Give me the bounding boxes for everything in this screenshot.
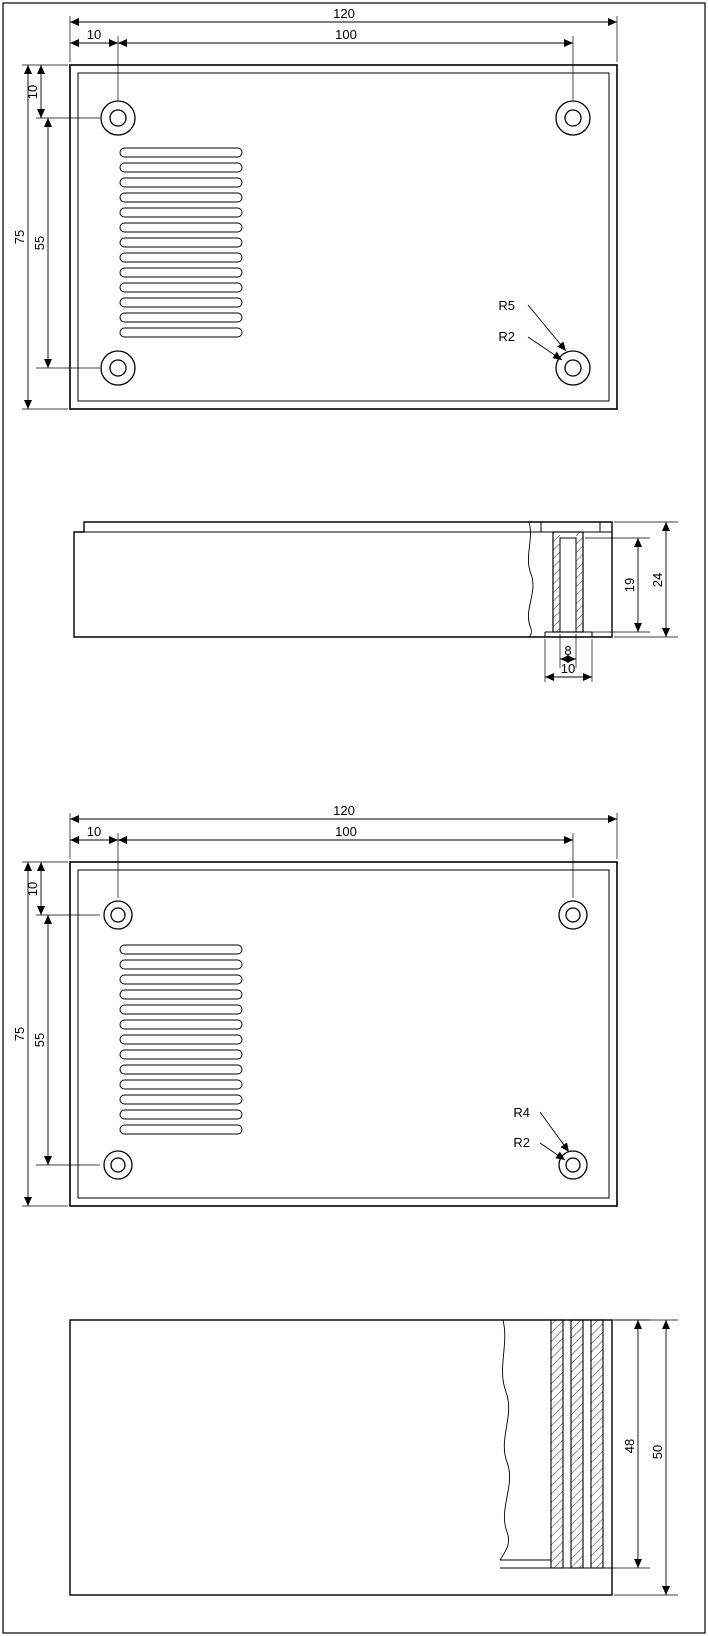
- dim-label-8: 8: [564, 643, 572, 658]
- vent-slot: [120, 238, 242, 247]
- wall-3: [591, 1320, 603, 1568]
- boss-pocket-inner: [560, 538, 576, 632]
- dim-label-10-top-lower: 10: [25, 881, 40, 897]
- radius-label-r4-lower: R4: [513, 1105, 530, 1120]
- vent-slot: [120, 313, 242, 322]
- boss-outer-br-lower: [559, 1151, 587, 1179]
- dim-label-100-upper: 100: [335, 27, 357, 42]
- dim-label-55-lower: 55: [32, 1032, 47, 1048]
- vent-slot: [120, 208, 242, 217]
- vent-slot: [120, 148, 242, 157]
- dim-label-10-left-lower: 10: [86, 824, 102, 839]
- dim-label-24: 24: [650, 572, 665, 588]
- vent-slot: [120, 253, 242, 262]
- dim-label-120-upper: 120: [333, 6, 355, 21]
- vent-slot: [120, 1080, 242, 1089]
- vent-slot: [120, 1035, 242, 1044]
- vent-slot: [120, 163, 242, 172]
- vent-slot: [120, 990, 242, 999]
- wall-1: [551, 1320, 563, 1568]
- section-body-outline: [74, 522, 612, 637]
- hole-bl-lower: [111, 1158, 125, 1172]
- dim-label-10-side: 10: [560, 661, 576, 676]
- break-line: [528, 522, 533, 637]
- hole-tl-lower: [111, 908, 125, 922]
- dim-label-50: 50: [650, 1444, 665, 1460]
- hole-tr-lower: [566, 908, 580, 922]
- dim-label-100-lower: 100: [335, 824, 357, 839]
- boss-outer-bl: [101, 351, 135, 385]
- boss-outer-bl-lower: [104, 1151, 132, 1179]
- hole-tr: [565, 110, 581, 126]
- vent-slot: [120, 1005, 242, 1014]
- dim-label-19: 19: [622, 577, 637, 593]
- extension-lines-side-lower: [605, 1320, 678, 1595]
- hole-bl: [110, 360, 126, 376]
- plate-outline-lower: [70, 862, 617, 1206]
- vent-slot: [120, 1095, 242, 1104]
- boss-outer-tr: [556, 101, 590, 135]
- side-section-lower: [70, 1320, 678, 1595]
- vent-slot: [120, 1065, 242, 1074]
- dim-label-48: 48: [622, 1438, 637, 1454]
- break-line-lower: [500, 1320, 510, 1560]
- hatch-left: [553, 532, 560, 632]
- vent-slot: [120, 1020, 242, 1029]
- side-section-upper: [74, 522, 678, 682]
- hole-br-lower: [566, 1158, 580, 1172]
- top-view-lower: [12, 803, 617, 1206]
- hatch-right: [576, 532, 583, 632]
- vent-slot: [120, 1125, 242, 1134]
- vent-slot: [120, 1110, 242, 1119]
- vent-slot: [120, 283, 242, 292]
- vent-slot-group: [120, 148, 242, 337]
- vent-slot: [120, 223, 242, 232]
- dim-label-10-left-upper: 10: [86, 27, 102, 42]
- top-view-upper: [12, 6, 617, 409]
- plate-outline: [70, 65, 617, 409]
- vent-slot: [120, 328, 242, 337]
- boss-outer-tl-lower: [104, 901, 132, 929]
- vent-slot: [120, 178, 242, 187]
- hole-br: [565, 360, 581, 376]
- vent-slot: [120, 193, 242, 202]
- corner-boss-group: [101, 101, 590, 385]
- vent-slot-group-lower: [120, 945, 242, 1134]
- vent-slot: [120, 945, 242, 954]
- section-lower-outline: [70, 1320, 612, 1595]
- vent-slot: [120, 268, 242, 277]
- dim-label-120-lower: 120: [333, 803, 355, 818]
- hole-tl: [110, 110, 126, 126]
- boss-outer-br: [556, 351, 590, 385]
- vent-slot: [120, 298, 242, 307]
- radius-label-r5-upper: R5: [498, 298, 515, 313]
- leader-r5-upper: [528, 305, 566, 351]
- vent-slot: [120, 960, 242, 969]
- plate-inner-outline: [78, 73, 609, 401]
- vent-slot: [120, 1050, 242, 1059]
- dim-label-10-top-upper: 10: [25, 84, 40, 100]
- dim-label-75-upper: 75: [12, 229, 27, 245]
- radius-label-r2-lower: R2: [513, 1135, 530, 1150]
- wall-2: [571, 1320, 583, 1568]
- dim-label-75-lower: 75: [12, 1026, 27, 1042]
- vent-slot: [120, 975, 242, 984]
- dim-label-55-upper: 55: [32, 235, 47, 251]
- radius-label-r2-upper: R2: [498, 329, 515, 344]
- extension-lines: [22, 16, 617, 409]
- boss-outer-tl: [101, 101, 135, 135]
- leader-r2-lower: [540, 1143, 565, 1160]
- boss-outer-tr-lower: [559, 901, 587, 929]
